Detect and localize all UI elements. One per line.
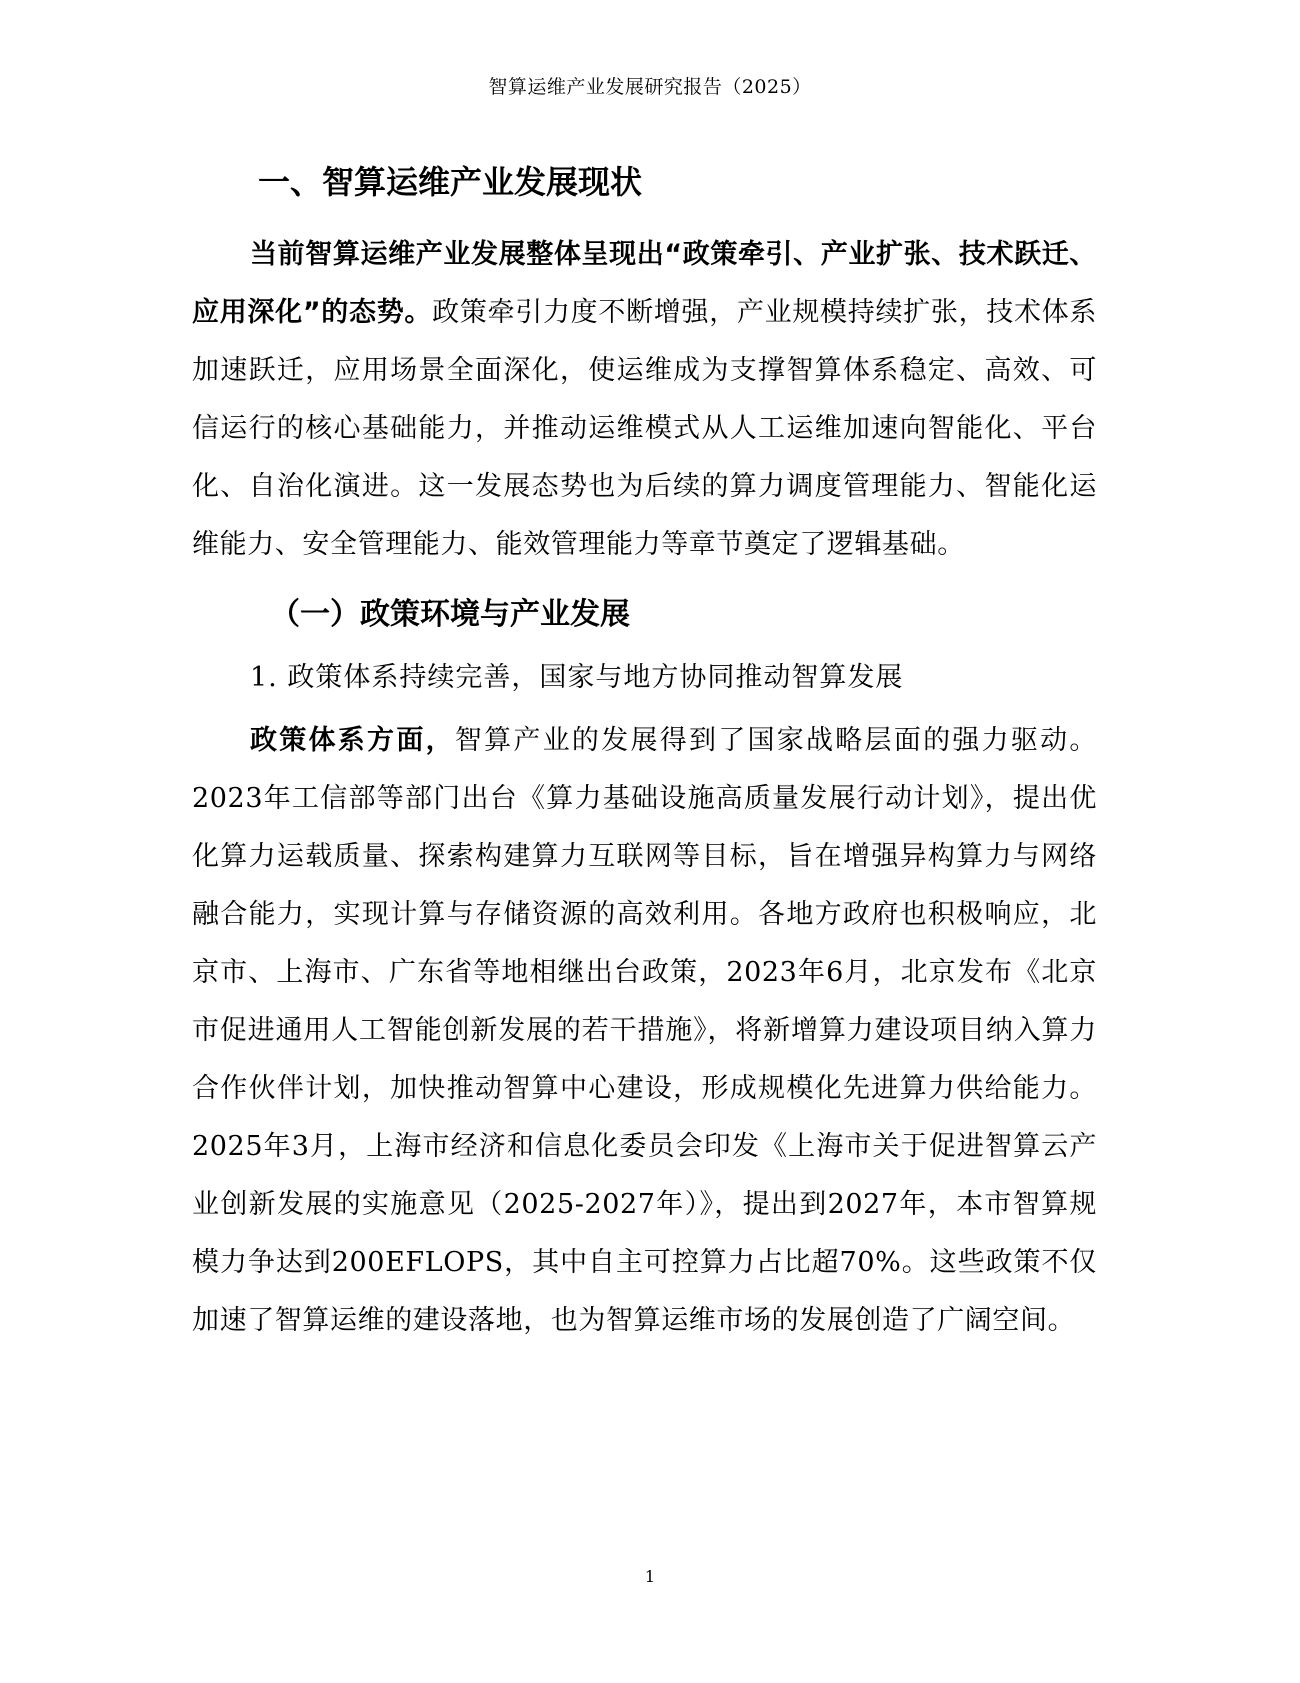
intro-paragraph [192, 226, 1097, 574]
running-header: 智算运维产业发展研究报告（2025） [488, 76, 812, 98]
intro-bold-lead: 当前智算运维产业发展整体呈现出“政策牵引、产业扩张、技术跃迁、应用深化”的态势。 [192, 239, 1097, 328]
page-number: 1 [644, 1567, 656, 1586]
page-body [192, 150, 1097, 1350]
section-heading: 一、智算运维产业发展现状 [258, 163, 643, 201]
policy-bold-lead: 政策体系方面， [250, 725, 455, 756]
policy-paragraph [192, 712, 1097, 1350]
subsection-heading: （一）政策环境与产业发展 [270, 597, 630, 632]
policy-body-text: 智算产业的发展得到了国家战略层面的强力驱动。2023年工信部等部门出台《算力基础设施高质量发展行动计划》，提出优化算力运载质量、探索构建算力互联网等目标，旨在增强异构算力与网络融合能力，实现计算与存储资源的高效利用。各地方政府也积极响应，北京市、上海市、广东省等地相继出台政策，2023年6月，北京发布《北京市促进通用人工智能创新发展的若干措施》，将新增算力建设项目纳入算力合作伙伴计划，加快推动智算中心建设，形成规模化先进算力供给能力。2025年3月，上海市经济和信息化委员会印发《上海市关于促进智算云产业创新发展的实施意见（2025-2027年）》，提出到2027年，本市智算规模力争达到200EFLOPS，其中自主可控算力占比超70%。这些政策不仅加速了智算运维的建设落地，也为智算运维市场的发展创造了广阔空间。 [192, 725, 1098, 1336]
item-heading: 1. 政策体系持续完善，国家与地方协同推动智算发展 [250, 662, 904, 693]
intro-body-text: 政策牵引力度不断增强，产业规模持续扩张，技术体系加速跃迁，应用场景全面深化，使运维成为支撑智算体系稳定、高效、可信运行的核心基础能力，并推动运维模式从人工运维加速向智能化、平台化、自治化演进。这一发展态势也为后续的算力调度管理能力、智能化运维能力、安全管理能力、能效管理能力等章节奠定了逻辑基础。 [192, 297, 1097, 560]
